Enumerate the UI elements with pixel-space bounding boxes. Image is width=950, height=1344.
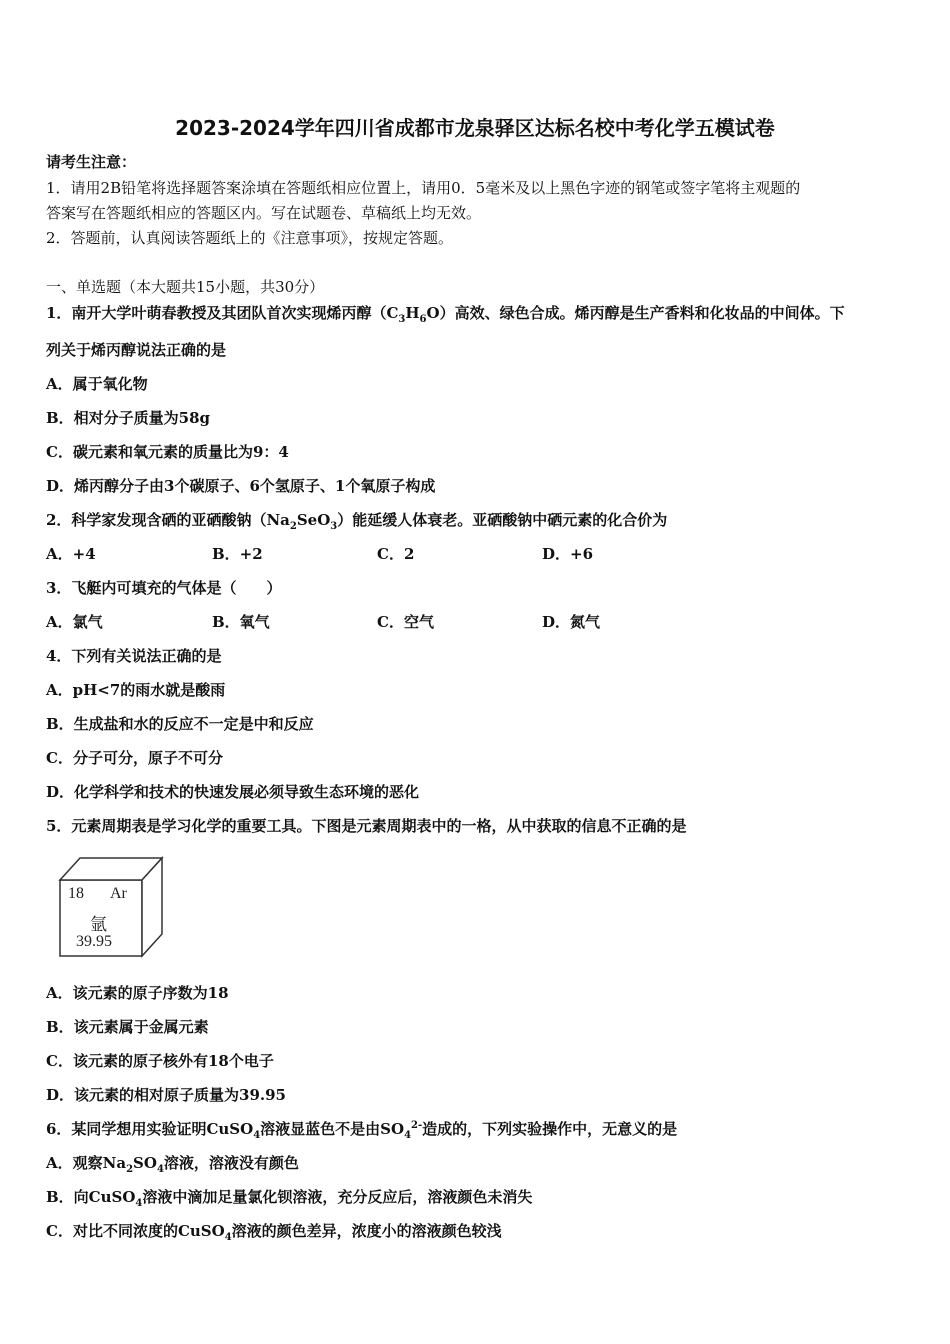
- question-6-option-a: A．观察$Na_2SO_4$溶液，溶液没有颜色: [46, 1154, 299, 1175]
- question-1-stem-line-2: 列关于烯丙醇说法正确的是: [46, 341, 227, 359]
- element-symbol: Ar: [110, 885, 127, 902]
- notice-heading: 请考生注意：: [46, 153, 137, 171]
- periodic-cell-drawing: [58, 856, 166, 960]
- question-6-stem: 6．某同学想用实验证明CuSO$_4$溶液显蓝色不是由$SO_4^{2-}$造成的，下列实验操作中，无意义的是: [46, 1120, 678, 1141]
- question-4-option-c: C．分子可分，原子不可分: [46, 749, 223, 767]
- question-4-option-b: B．生成盐和水的反应不一定是中和反应: [46, 715, 314, 733]
- question-6-option-b: B．向CuSO$_4$溶液中滴加足量氯化钡溶液，充分反应后，溶液颜色未消失: [46, 1188, 533, 1209]
- question-5-option-d: D．该元素的相对原子质量为39.95: [46, 1086, 286, 1104]
- question-6-option-c: C．对比不同浓度的CuSO$_4$溶液的颜色差异，浓度小的溶液颜色较浅: [46, 1222, 502, 1243]
- element-name: 氩: [90, 915, 107, 934]
- question-3-option-d: D．氮气: [542, 613, 601, 631]
- question-5-option-a: A．该元素的原子序数为18: [46, 984, 229, 1002]
- question-1-option-c: C．碳元素和氧元素的质量比为9：4: [46, 443, 289, 461]
- section-heading: 一、单选题（本大题共15小题，共30分）: [46, 278, 325, 296]
- question-3-option-b: B．氧气: [212, 613, 270, 631]
- question-4-option-a: A．pH<7的雨水就是酸雨: [46, 681, 226, 699]
- question-3-option-a: A．氯气: [46, 613, 103, 631]
- periodic-table-cell: [58, 856, 166, 960]
- notice-item-2: 2．答题前，认真阅读答题纸上的《注意事项》，按规定答题。: [46, 229, 454, 247]
- question-1-option-b: B．相对分子质量为58g: [46, 409, 211, 427]
- question-4-stem: 4．下列有关说法正确的是: [46, 647, 222, 665]
- question-1-option-a: A．属于氧化物: [46, 375, 148, 393]
- question-5-option-c: C．该元素的原子核外有18个电子: [46, 1052, 274, 1070]
- question-2-option-a: A．+4: [46, 545, 96, 563]
- question-5-stem: 5．元素周期表是学习化学的重要工具。下图是元素周期表中的一格，从中获取的信息不正确的是: [46, 817, 687, 835]
- question-1-option-d: D．烯丙醇分子由3个碳原子、6个氢原子、1个氧原子构成: [46, 477, 436, 495]
- question-1-stem-line-1: 1．南开大学叶萌春教授及其团队首次实现烯丙醇$(C_3H_6O)$高效、绿色合成。烯丙醇是生产香料和化妆品的中间体。下: [46, 304, 845, 325]
- question-2-option-c: C．2: [377, 545, 415, 563]
- question-3-option-c: C．空气: [377, 613, 434, 631]
- question-2-option-d: D．+6: [542, 545, 594, 563]
- element-atomic-mass: 39.95: [76, 933, 112, 950]
- question-5-option-b: B．该元素属于金属元素: [46, 1018, 209, 1036]
- question-4-option-d: D．化学科学和技术的快速发展必须导致生态环境的恶化: [46, 783, 420, 801]
- question-3-stem: 3．飞艇内可填充的气体是（ ）: [46, 579, 282, 597]
- question-2-option-b: B．+2: [212, 545, 263, 563]
- page-title: 2023-2024学年四川省成都市龙泉驿区达标名校中考化学五模试卷: [175, 116, 775, 140]
- question-2-stem: 2．科学家发现含硒的亚硒酸钠$(Na_2SeO_3)$能延缓人体衰老。亚硒酸钠中硒元素的化合价为: [46, 511, 668, 532]
- notice-item-1-line-2: 答案写在答题纸相应的答题区内。写在试题卷、草稿纸上均无效。: [46, 204, 482, 222]
- notice-item-1-line-1: 1．请用2B铅笔将选择题答案涂填在答题纸相应位置上，请用0．5毫米及以上黑色字迹的钢笔或签字笔将主观题的: [46, 179, 801, 197]
- element-atomic-number: 18: [68, 885, 84, 902]
